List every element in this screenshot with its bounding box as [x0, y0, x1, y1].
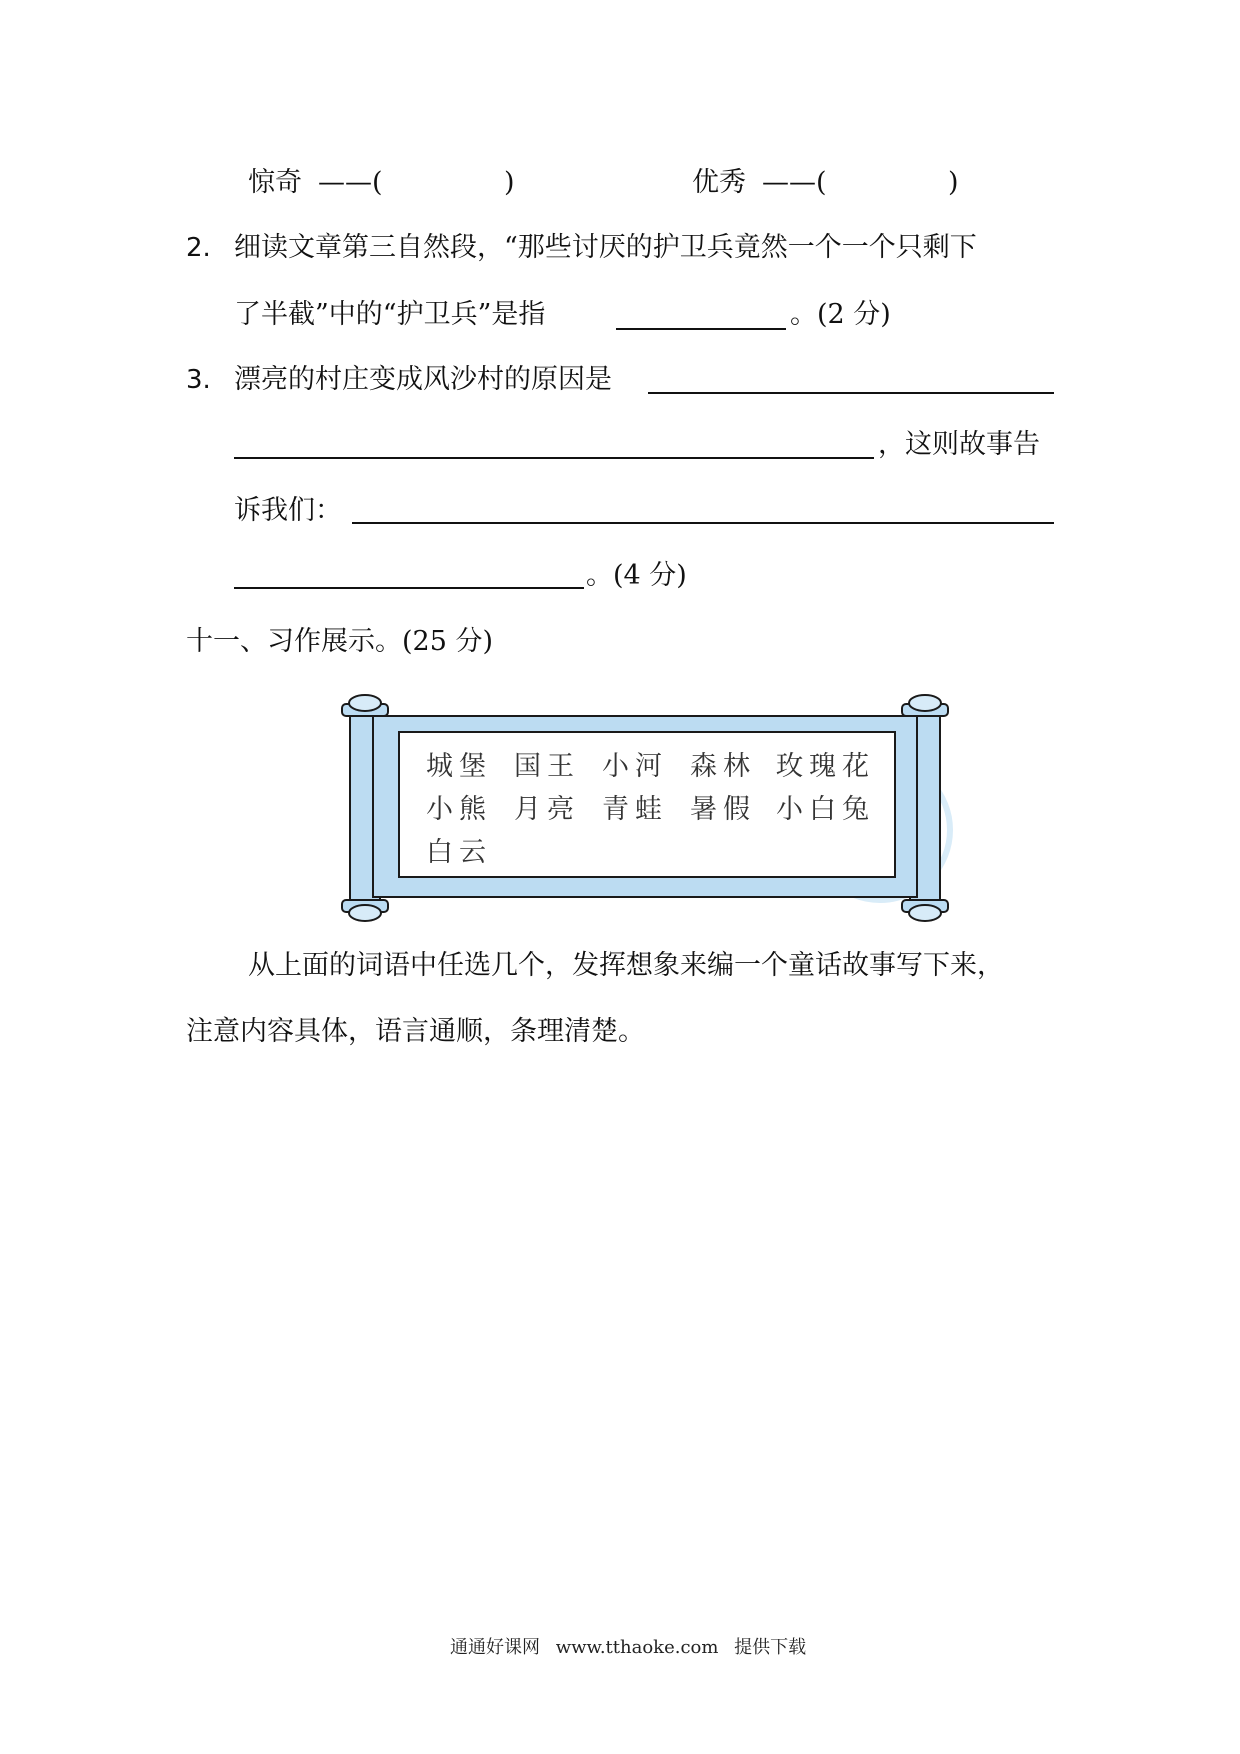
q1-left-close: ): [504, 167, 515, 198]
footer-site-name: 通通好课网: [450, 1637, 540, 1658]
q1-left-dash: ——(: [318, 167, 383, 198]
word-bank-item: 青蛙: [602, 794, 668, 825]
word-bank-item: 小熊: [426, 794, 492, 825]
q2-line2-end: 。(2 分): [790, 299, 891, 330]
word-bank-item: 暑假: [690, 794, 756, 825]
word-bank-item: 森林: [690, 751, 756, 782]
instruction-line-1: 从上面的词语中任选几个，发挥想象来编一个童话故事写下来，: [248, 950, 1004, 981]
q3-line3-text: 诉我们：: [234, 495, 342, 526]
q1-right-close: ): [948, 167, 959, 198]
footer-suffix: 提供下载: [734, 1637, 807, 1658]
footer-url[interactable]: www.tthaoke.com: [555, 1637, 719, 1658]
footer: [450, 1633, 806, 1659]
word-bank-item: 玫瑰花: [776, 751, 875, 782]
word-bank-item: 城堡: [426, 751, 492, 782]
q3-number: 3.: [186, 365, 211, 395]
q3-line2-end: ，这则故事告: [878, 429, 1040, 460]
q2-number: 2.: [186, 233, 211, 263]
instruction-line-2: 注意内容具体，语言通顺，条理清楚。: [186, 1016, 645, 1047]
word-bank-item: 小河: [602, 751, 668, 782]
word-bank-item: 国王: [514, 751, 580, 782]
word-bank-item: 小白兔: [776, 794, 875, 825]
word-bank-item: 月亮: [514, 794, 580, 825]
q1-right-word: 优秀: [692, 167, 746, 198]
section11-heading: 十一、习作展示。(25 分): [186, 626, 494, 657]
q3-line4-end: 。(4 分): [586, 560, 687, 591]
q2-line1: 细读文章第三自然段，“那些讨厌的护卫兵竟然一个一个只剩下: [234, 232, 977, 263]
q3-line1-text: 漂亮的村庄变成风沙村的原因是: [234, 364, 612, 395]
word-bank-item: 白云: [426, 837, 492, 868]
q1-right-dash: ——(: [762, 167, 827, 198]
q2-line2-text: 了半截”中的“护卫兵”是指: [234, 299, 546, 330]
q1-left-word: 惊奇: [248, 167, 302, 198]
